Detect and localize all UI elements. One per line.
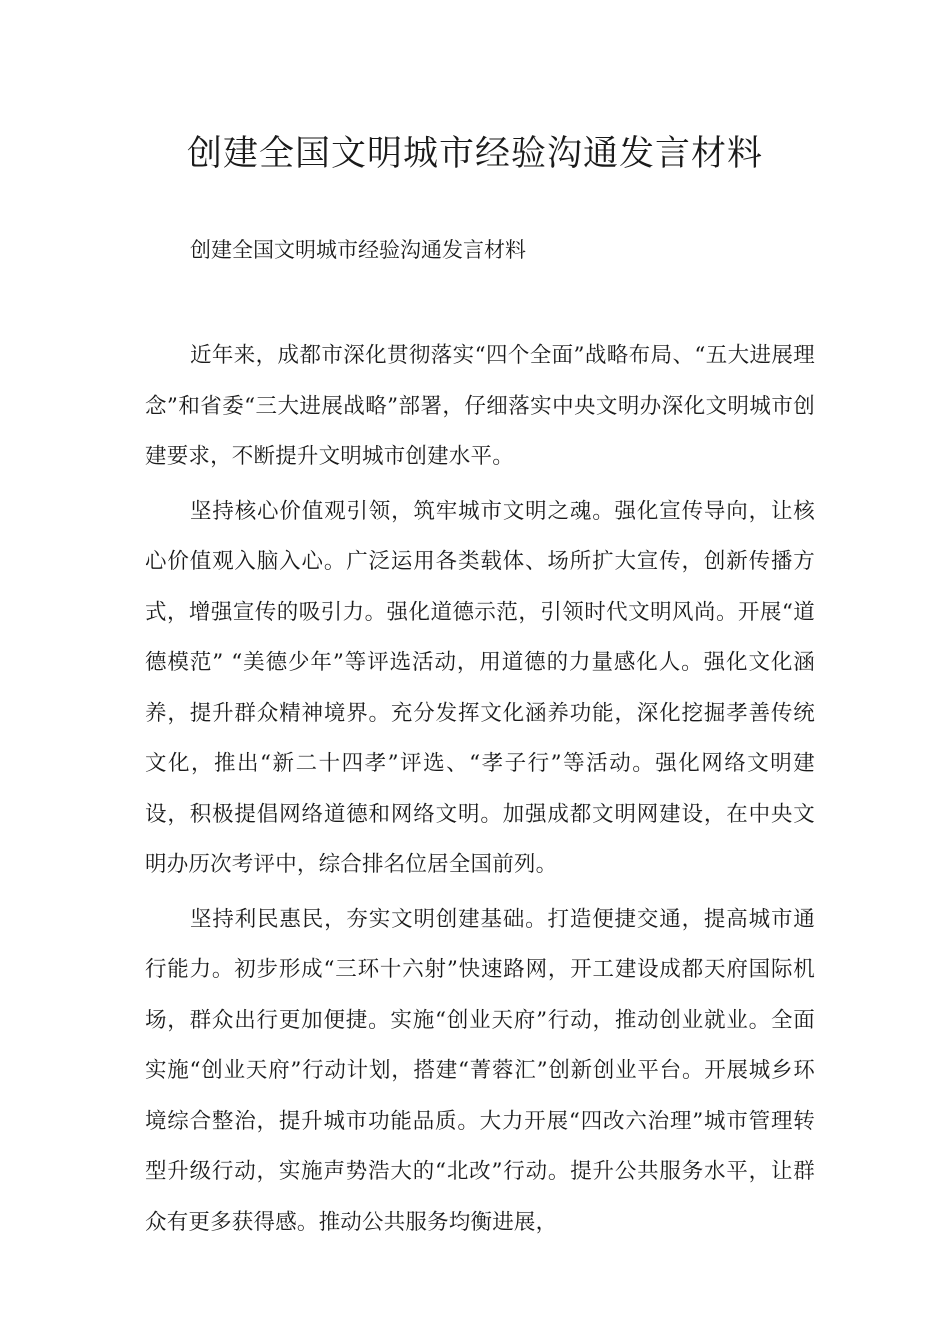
document-subtitle: 创建全国文明城市经验沟通发言材料 (190, 238, 526, 262)
paragraph: 近年来，成都市深化贯彻落实“四个全面”战略布局、“五大进展理念”和省委“三大进展战略”部署，仔细落实中央文明办深化文明城市创建要求，不断提升文明城市创建水平。 (145, 343, 815, 469)
document-title: 创建全国文明城市经验沟通发言材料 (186, 134, 763, 174)
paragraph: 坚持利民惠民，夯实文明创建基础。打造便捷交通，提高城市通行能力。初步形成“三环十六射”快速路网，开工建设成都天府国际机场，群众出行更加便捷。实施“创业天府”行动，推动创业就业。全面实施“创业天府”行动计划，搭建“菁蓉汇”创新创业平台。开展城乡环境综合整治，提升城市功能品质。大力开展“四改六治理”城市管理转型升级行动，实施声势浩大的“北改”行动。提升公共服务水平，让群众有更多获得感。推动公共服务均衡进展， (145, 906, 815, 1235)
document-body (145, 331, 815, 1252)
paragraph: 坚持核心价值观引领，筑牢城市文明之魂。强化宣传导向，让核心价值观入脑入心。广泛运用各类载体、场所扩大宣传，创新传播方式，增强宣传的吸引力。强化道德示范，引领时代文明风尚。开展“道德模范” “美德少年”等评选活动，用道德的力量感化人。强化文化涵养，提升群众精神境界。充分发挥文化涵养功能，深化挖掘孝善传统文化，推出“新二十四孝”评选、“孝子行”等活动。强化网络文明建设，积极提倡网络道德和网络文明。加强成都文明网建设，在中央文明办历次考评中，综合排名位居全国前列。 (145, 498, 815, 877)
